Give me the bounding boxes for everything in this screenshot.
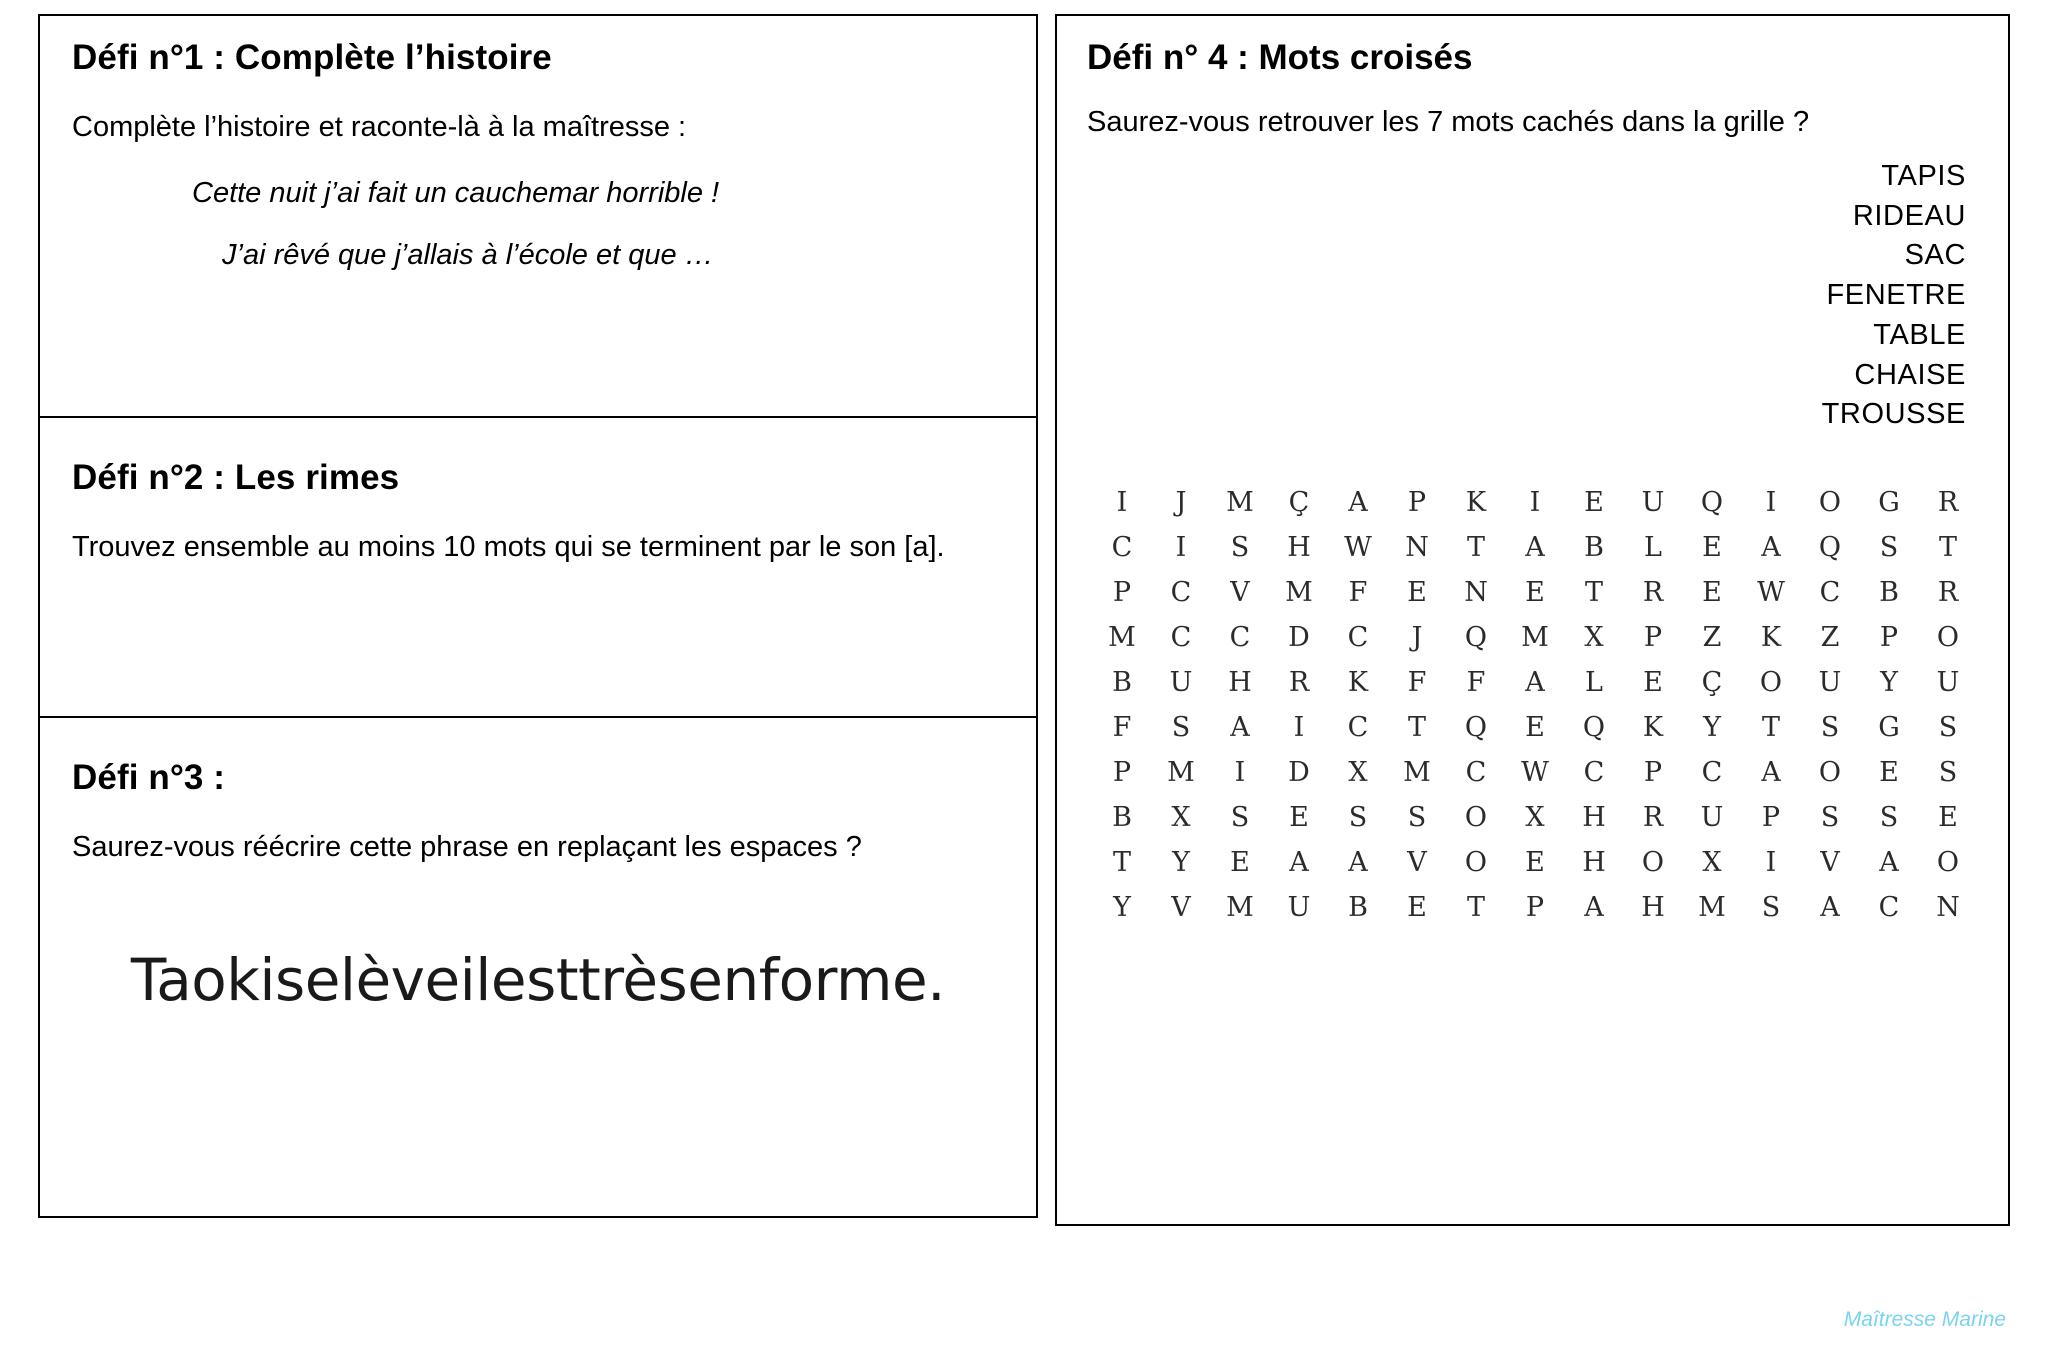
grid-cell: F — [1348, 577, 1368, 609]
grid-cell: B — [1348, 892, 1368, 924]
grid-cell: S — [1230, 802, 1250, 834]
grid-cell: C — [1878, 892, 1900, 924]
grid-cell: E — [1407, 892, 1427, 924]
grid-cell: I — [1175, 532, 1187, 564]
grid-cell: R — [1937, 487, 1959, 519]
grid-cell: V — [1820, 847, 1840, 879]
grid-cell: W — [1344, 532, 1372, 564]
grid-cell: L — [1644, 532, 1662, 564]
grid-cell: E — [1525, 712, 1545, 744]
grid-cell: M — [1521, 622, 1549, 654]
grid-cell: K — [1347, 667, 1369, 699]
grid-cell: A — [1230, 712, 1250, 744]
grid-cell: E — [1584, 487, 1604, 519]
grid-cell: C — [1701, 757, 1723, 789]
grid-cell: E — [1525, 847, 1545, 879]
grid-row — [1101, 757, 1969, 788]
grid-cell: X — [1584, 622, 1604, 654]
grid-cell: S — [1879, 532, 1899, 564]
grid-cell: T — [1466, 532, 1485, 564]
grid-cell: S — [1820, 802, 1840, 834]
grid-row — [1101, 622, 1969, 653]
grid-row — [1101, 847, 1969, 878]
grid-cell: D — [1288, 622, 1310, 654]
grid-cell: V — [1171, 892, 1191, 924]
grid-cell: Q — [1700, 487, 1724, 519]
grid-cell: R — [1288, 667, 1310, 699]
word-list-item: RIDEAU — [1852, 199, 1966, 232]
grid-cell: H — [1582, 802, 1606, 834]
challenge-3-title: Défi n°3 : — [72, 758, 226, 797]
grid-cell: A — [1879, 847, 1899, 879]
grid-cell: K — [1760, 622, 1782, 654]
grid-cell: O — [1464, 847, 1488, 879]
word-list-item: TAPIS — [1881, 160, 1966, 192]
grid-cell: U — [1818, 667, 1842, 699]
grid-cell: I — [1293, 712, 1305, 744]
grid-cell: X — [1171, 802, 1191, 834]
grid-cell: A — [1761, 757, 1781, 789]
grid-cell: P — [1407, 487, 1427, 519]
grid-cell: T — [1938, 532, 1957, 564]
grid-cell: Z — [1820, 622, 1840, 654]
grid-cell: B — [1879, 577, 1899, 609]
grid-cell: P — [1643, 757, 1663, 789]
grid-cell: C — [1583, 757, 1605, 789]
grid-cell: S — [1938, 712, 1958, 744]
grid-cell: C — [1111, 532, 1133, 564]
grid-cell: K — [1642, 712, 1664, 744]
grid-cell: C — [1819, 577, 1841, 609]
grid-cell: C — [1170, 577, 1192, 609]
grid-cell: V — [1230, 577, 1250, 609]
grid-cell: G — [1878, 487, 1900, 519]
grid-cell: K — [1465, 487, 1487, 519]
grid-cell: N — [1405, 532, 1429, 564]
grid-cell: M — [1285, 577, 1313, 609]
grid-row — [1101, 532, 1969, 563]
grid-cell: T — [1466, 892, 1485, 924]
grid-cell: E — [1407, 577, 1427, 609]
grid-cell: O — [1936, 847, 1960, 879]
grid-cell: Q — [1464, 622, 1488, 654]
grid-cell: A — [1525, 667, 1545, 699]
grid-cell: G — [1878, 712, 1900, 744]
grid-cell: O — [1464, 802, 1488, 834]
grid-cell: Q — [1582, 712, 1606, 744]
grid-cell: E — [1289, 802, 1309, 834]
grid-row — [1101, 487, 1969, 518]
grid-cell: I — [1116, 487, 1128, 519]
grid-cell: T — [1112, 847, 1131, 879]
grid-cell: S — [1407, 802, 1427, 834]
grid-cell: H — [1582, 847, 1606, 879]
grid-cell: T — [1761, 712, 1780, 744]
grid-cell: L — [1585, 667, 1603, 699]
grid-cell: C — [1347, 622, 1369, 654]
grid-cell: P — [1643, 622, 1663, 654]
grid-cell: J — [1411, 622, 1423, 654]
grid-cell: M — [1226, 892, 1254, 924]
grid-cell: Ç — [1701, 667, 1723, 699]
left-column — [38, 14, 1038, 1218]
challenge-4-instruction: Saurez-vous retrouver les 7 mots cachés dans la grille ? — [1087, 106, 1810, 138]
challenge-1-title: Défi n°1 : Complète l’histoire — [72, 38, 552, 77]
grid-cell: O — [1818, 757, 1842, 789]
word-list — [1087, 157, 1978, 435]
challenge-1-instruction: Complète l’histoire et raconte-là à la maîtresse : — [72, 111, 687, 143]
grid-cell: M — [1403, 757, 1431, 789]
grid-cell: P — [1112, 577, 1132, 609]
grid-row — [1101, 892, 1969, 923]
grid-cell: Y — [1113, 892, 1131, 924]
grid-cell: U — [1641, 487, 1665, 519]
grid-cell: U — [1169, 667, 1193, 699]
word-list-item: CHAISE — [1854, 358, 1966, 391]
grid-cell: S — [1171, 712, 1191, 744]
grid-cell: X — [1525, 802, 1545, 834]
grid-cell: S — [1938, 757, 1958, 789]
grid-cell: P — [1112, 757, 1132, 789]
grid-cell: R — [1642, 802, 1664, 834]
grid-cell: S — [1761, 892, 1781, 924]
challenge-3-card — [38, 718, 1038, 1218]
grid-cell: E — [1879, 757, 1899, 789]
grid-cell: A — [1348, 847, 1368, 879]
grid-cell: D — [1288, 757, 1310, 789]
grid-cell: E — [1525, 577, 1545, 609]
grid-cell: O — [1641, 847, 1665, 879]
grid-cell: E — [1938, 802, 1958, 834]
grid-cell: H — [1228, 667, 1252, 699]
grid-cell: U — [1936, 667, 1960, 699]
grid-cell: W — [1521, 757, 1549, 789]
word-list-item: FENETRE — [1826, 279, 1966, 312]
grid-cell: B — [1112, 802, 1132, 834]
grid-row — [1101, 577, 1969, 608]
grid-cell: Ç — [1288, 487, 1310, 519]
grid-cell: Y — [1880, 667, 1898, 699]
grid-cell: A — [1584, 892, 1604, 924]
grid-cell: Y — [1703, 712, 1721, 744]
grid-cell: C — [1465, 757, 1487, 789]
grid-cell: R — [1642, 577, 1664, 609]
word-list-item: SAC — [1904, 239, 1966, 272]
grid-cell: E — [1702, 577, 1722, 609]
challenge-2-title: Défi n°2 : Les rimes — [72, 458, 400, 497]
grid-cell: E — [1230, 847, 1250, 879]
grid-cell: M — [1226, 487, 1254, 519]
grid-cell: S — [1348, 802, 1368, 834]
grid-cell: S — [1230, 532, 1250, 564]
author-signature: Maîtresse Marine — [1843, 1308, 2006, 1331]
grid-cell: Y — [1172, 847, 1190, 879]
grid-row — [1101, 802, 1969, 833]
challenge-4-title: Défi n° 4 : Mots croisés — [1087, 38, 1473, 77]
grid-cell: B — [1112, 667, 1132, 699]
grid-cell: J — [1175, 487, 1187, 519]
grid-cell: P — [1761, 802, 1781, 834]
grid-cell: R — [1937, 577, 1959, 609]
grid-cell: A — [1820, 892, 1840, 924]
grid-cell: Z — [1702, 622, 1722, 654]
grid-cell: I — [1765, 847, 1777, 879]
challenge-4-card — [1055, 14, 2010, 1226]
challenge-3-instruction: Saurez-vous réécrire cette phrase en replaçant les espaces ? — [72, 831, 862, 863]
grid-cell: M — [1108, 622, 1136, 654]
grid-cell: E — [1643, 667, 1663, 699]
grid-cell: T — [1407, 712, 1426, 744]
grid-cell: F — [1466, 667, 1486, 699]
grid-cell: X — [1348, 757, 1368, 789]
word-search-grid — [1087, 487, 1978, 923]
grid-cell: H — [1287, 532, 1311, 564]
grid-cell: E — [1702, 532, 1722, 564]
grid-cell: O — [1759, 667, 1783, 699]
grid-cell: Q — [1464, 712, 1488, 744]
grid-cell: S — [1879, 802, 1899, 834]
grid-cell: C — [1229, 622, 1251, 654]
grid-cell: B — [1584, 532, 1604, 564]
grid-cell: A — [1289, 847, 1309, 879]
grid-cell: U — [1700, 802, 1724, 834]
grid-cell: F — [1407, 667, 1427, 699]
grid-cell: W — [1757, 577, 1785, 609]
word-list-item: TABLE — [1873, 318, 1966, 351]
grid-cell: M — [1698, 892, 1726, 924]
grid-cell: P — [1879, 622, 1899, 654]
challenge-2-instruction: Trouvez ensemble au moins 10 mots qui se terminent par le son [a]. — [72, 531, 945, 563]
grid-cell: A — [1761, 532, 1781, 564]
grid-cell: A — [1348, 487, 1368, 519]
grid-cell: T — [1584, 577, 1603, 609]
grid-cell: H — [1641, 892, 1665, 924]
grid-cell: F — [1112, 712, 1132, 744]
grid-cell: O — [1818, 487, 1842, 519]
grid-row — [1101, 712, 1969, 743]
grid-cell: I — [1234, 757, 1246, 789]
challenge-1-story-line-1: Cette nuit j’ai fait un cauchemar horrible ! — [192, 177, 720, 210]
word-list-item: TROUSSE — [1821, 398, 1966, 431]
grid-cell: O — [1936, 622, 1960, 654]
grid-cell: Q — [1818, 532, 1842, 564]
grid-cell: P — [1525, 892, 1545, 924]
grid-cell: V — [1407, 847, 1427, 879]
grid-cell: C — [1170, 622, 1192, 654]
grid-cell: I — [1765, 487, 1777, 519]
grid-cell: M — [1167, 757, 1195, 789]
grid-cell: N — [1464, 577, 1488, 609]
challenge-3-phrase: Taokiselèveilesttrèsenforme. — [130, 946, 946, 1015]
grid-cell: S — [1820, 712, 1840, 744]
grid-cell: C — [1347, 712, 1369, 744]
grid-cell: I — [1529, 487, 1541, 519]
grid-cell: A — [1525, 532, 1545, 564]
grid-cell: N — [1936, 892, 1960, 924]
grid-cell: X — [1702, 847, 1722, 879]
challenge-1-story-line-2: J’ai rêvé que j’allais à l’école et que … — [222, 239, 714, 272]
challenge-1-card — [38, 14, 1038, 418]
grid-cell: U — [1287, 892, 1311, 924]
grid-row — [1101, 667, 1969, 698]
challenge-2-card — [38, 418, 1038, 718]
